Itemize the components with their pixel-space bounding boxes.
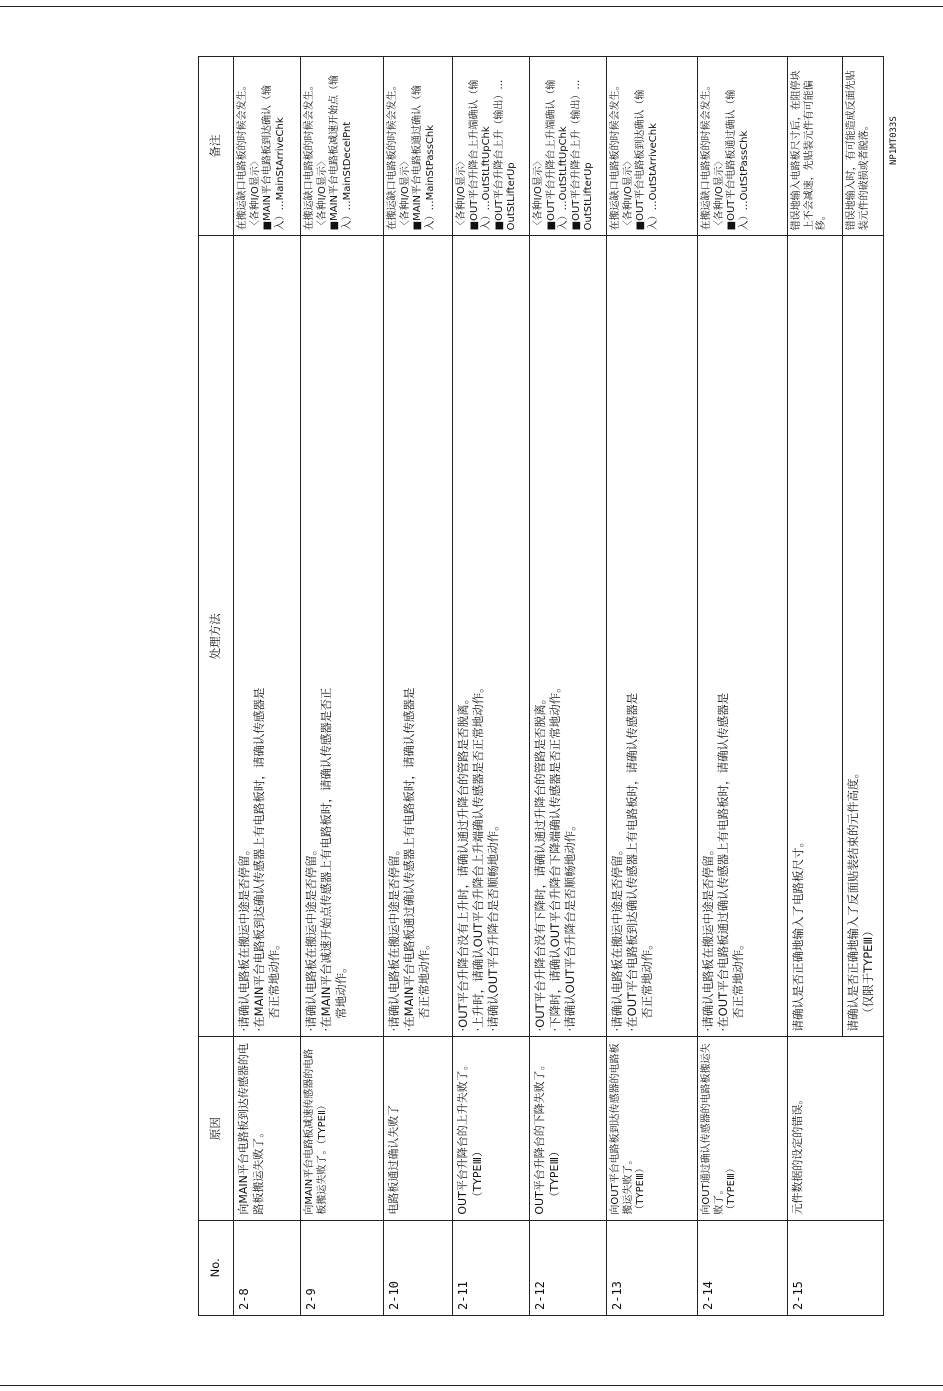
remarks-line: 在搬运缺口电路板的时候会发生。	[237, 80, 248, 231]
row-no: 2-9	[301, 1220, 384, 1315]
row-remarks	[301, 57, 384, 236]
row-method	[530, 236, 607, 1037]
remarks-line: ■OUT平台电路板到达确认（输入）…OutStArriveChk	[635, 89, 659, 231]
method-line: ·请确认电路板在搬运中途是否停留。	[610, 843, 624, 1032]
remarks-line: ■OUT平台电路板通过确认（输入）…OutStPassChk	[726, 89, 750, 231]
row-no: 2-10	[384, 1220, 453, 1315]
doc-code-text: NP1MT033S	[889, 116, 899, 165]
row-remarks: 错误地输入电路板尺寸后，在阻停块上不会减速，先贴装元件有可能偏移。	[788, 57, 843, 236]
row-no: 2-11	[453, 1220, 530, 1315]
troubleshooting-table	[198, 56, 884, 1316]
remarks-line: ■MAIN平台电路板通过确认（输入）…MainStPassChk	[412, 84, 436, 231]
method-line: ·请确认电路板在搬运中途是否停留。	[387, 843, 401, 1032]
row-remarks	[698, 57, 788, 236]
row-method: 请确认是否正确地输入了电路板尺寸。	[788, 236, 843, 1037]
row-cause	[530, 1037, 607, 1220]
method-line: 否正常地动作。	[640, 938, 655, 1019]
method-line: ·请确认电路板在搬运中途是否停留。	[304, 843, 318, 1032]
remarks-line: 在搬运缺口电路板的时候会发生。	[387, 80, 398, 231]
row-remarks	[453, 57, 530, 236]
row-method	[453, 236, 530, 1037]
method-line: 常地动作。	[334, 961, 349, 1019]
method-line: ·请确认电路板在搬运中途是否停留。	[237, 843, 251, 1032]
table-row	[530, 57, 607, 1316]
row-cause: 元件数据的设定的错误。	[788, 1037, 884, 1220]
header-cause: 原因	[199, 1037, 234, 1220]
cause-line: OUT平台升降台的上升失败了。	[456, 1059, 469, 1215]
row-remarks	[234, 57, 301, 236]
method-line: ·OUT平台升降台没有下降时，请确认通过升降台的管路是否脱离。	[533, 692, 547, 1032]
table-row	[301, 57, 384, 1316]
remarks-line: 在搬运缺口电路板的时候会发生。	[610, 80, 621, 231]
row-method	[843, 236, 884, 1037]
table-row	[607, 57, 698, 1316]
row-method	[607, 236, 698, 1037]
row-no: 2-14	[698, 1220, 788, 1315]
method-line: ·请确认电路板在搬运中途是否停留。	[701, 843, 715, 1032]
method-line: 否正常地动作。	[417, 938, 432, 1019]
remarks-line: 在搬运缺口电路板的时候会发生。	[701, 80, 712, 231]
header-row	[199, 57, 234, 1316]
cause-line: （TYPEⅢ）	[726, 1163, 737, 1215]
table-row	[698, 57, 788, 1316]
remarks-line: 〈各种I/O显示〉	[249, 156, 261, 231]
row-remarks	[530, 57, 607, 236]
doc-code	[884, 50, 904, 170]
top-rule	[0, 6, 943, 7]
cause-line: 向OUT平台电路板到达传感器的电路板搬运失败了。	[610, 1043, 634, 1215]
remarks-line: ■MAIN平台电路板减速开始点（输入）…MainStDecelPnt	[329, 74, 353, 231]
row-method	[384, 236, 453, 1037]
remarks-line: ■OUT平台升降台上升端确认（输入）…OutStLftUpChk	[468, 79, 492, 231]
row-no: 2-8	[234, 1220, 301, 1315]
method-line: 请确认是否正确地输入了反面贴装结束的元件高度。	[846, 767, 860, 1032]
remarks-line: 〈各种I/O显示〉	[399, 156, 411, 231]
row-cause: 向MAIN平台电路板到达传感器的电路板搬运失败了。	[234, 1037, 301, 1220]
row-remarks: 错误地输入时，有可能造成反面先贴装元件的破损或者脱落。	[843, 57, 884, 236]
row-cause	[453, 1037, 530, 1220]
method-line: ·下降时，请确认OUT平台升降台下降端确认传感器是否正常地动作。	[548, 681, 563, 1032]
method-line: ·请确认OUT平台升降台是否顺畅地动作。	[563, 819, 578, 1032]
method-line: ·OUT平台升降台没有上升时，请确认通过升降台的管路是否脱离。	[456, 692, 470, 1032]
row-cause	[607, 1037, 698, 1220]
remarks-line: ■MAIN平台电路板到达确认（输入）…MainStArriveChk	[262, 84, 286, 231]
bottom-rule	[0, 1385, 943, 1386]
row-no: 2-12	[530, 1220, 607, 1315]
header-remarks: 备注	[199, 57, 234, 236]
table-row	[453, 57, 530, 1316]
table-container	[198, 56, 876, 1316]
remarks-line: 〈各种I/O显示〉	[316, 156, 328, 231]
method-line: 否正常地动作。	[731, 938, 746, 1019]
row-cause: 电路板通过确认失败了	[384, 1037, 453, 1220]
method-line: 否正常地动作。	[267, 938, 282, 1019]
cause-line: （TYPEⅢ）	[635, 1163, 646, 1215]
method-line: ·在OUT平台电路板通过确认传感器上有电路板时，请确认传感器是	[716, 692, 731, 1032]
header-method: 处理方法	[199, 236, 234, 1037]
row-method	[698, 236, 788, 1037]
remarks-line: ■OUT平台升降台上升（输出）…OutStLifterUp	[493, 79, 517, 231]
remarks-line: ■OUT平台升降台上升端确认（输入）…OutStLftUpChk	[545, 79, 569, 231]
method-line: ·在MAIN平台电路板到达确认传感器上有电路板时，请确认传感器是	[252, 687, 267, 1032]
cause-line: 向OUT通过确认传感器的电路板搬运失败了。	[701, 1043, 725, 1215]
row-method	[301, 236, 384, 1037]
row-cause: 向MAIN平台电路板减速传感器的电路板搬运失败了。（TYPEⅡ）	[301, 1037, 384, 1220]
remarks-line: 〈各种I/O显示〉	[713, 156, 725, 231]
remarks-line: 〈各种I/O显示〉	[456, 156, 467, 231]
remarks-line: 〈各种I/O显示〉	[622, 156, 634, 231]
cause-line: （TYPEⅢ）	[547, 1145, 561, 1203]
method-line: ·上升时，请确认OUT平台升降台上升端确认传感器是否正常地动作。	[471, 681, 486, 1032]
header-no: No.	[199, 1220, 234, 1315]
cause-line: （TYPEⅢ）	[470, 1145, 484, 1203]
remarks-line: 〈各种I/O显示〉	[533, 156, 544, 231]
method-line: ·在OUT平台电路板到达确认传感器上有电路板时，请确认传感器是	[625, 692, 640, 1032]
cause-line: OUT平台升降台的下降失败了。	[533, 1059, 546, 1215]
table-row	[234, 57, 301, 1316]
remarks-line: 在搬运缺口电路板的时候会发生。	[304, 80, 315, 231]
row-method	[234, 236, 301, 1037]
row-no: 2-15	[788, 1220, 884, 1315]
table-row	[384, 57, 453, 1316]
method-line: （仅限于TYPEⅢ）	[861, 925, 876, 1019]
table-row	[788, 57, 843, 1316]
row-cause	[698, 1037, 788, 1220]
method-line: ·在MAIN平台减速开始点传感器上有电路板时，请确认传感器是否正	[319, 687, 334, 1032]
row-remarks	[384, 57, 453, 236]
remarks-line: ■OUT平台升降台上升（输出）…OutStLifterUp	[570, 79, 594, 231]
method-line: ·在MAIN平台电路板通过确认传感器上有电路板时，请确认传感器是	[402, 687, 417, 1032]
method-line: ·请确认OUT平台升降台是否顺畅地动作。	[486, 819, 501, 1032]
row-remarks	[607, 57, 698, 236]
row-no: 2-13	[607, 1220, 698, 1315]
